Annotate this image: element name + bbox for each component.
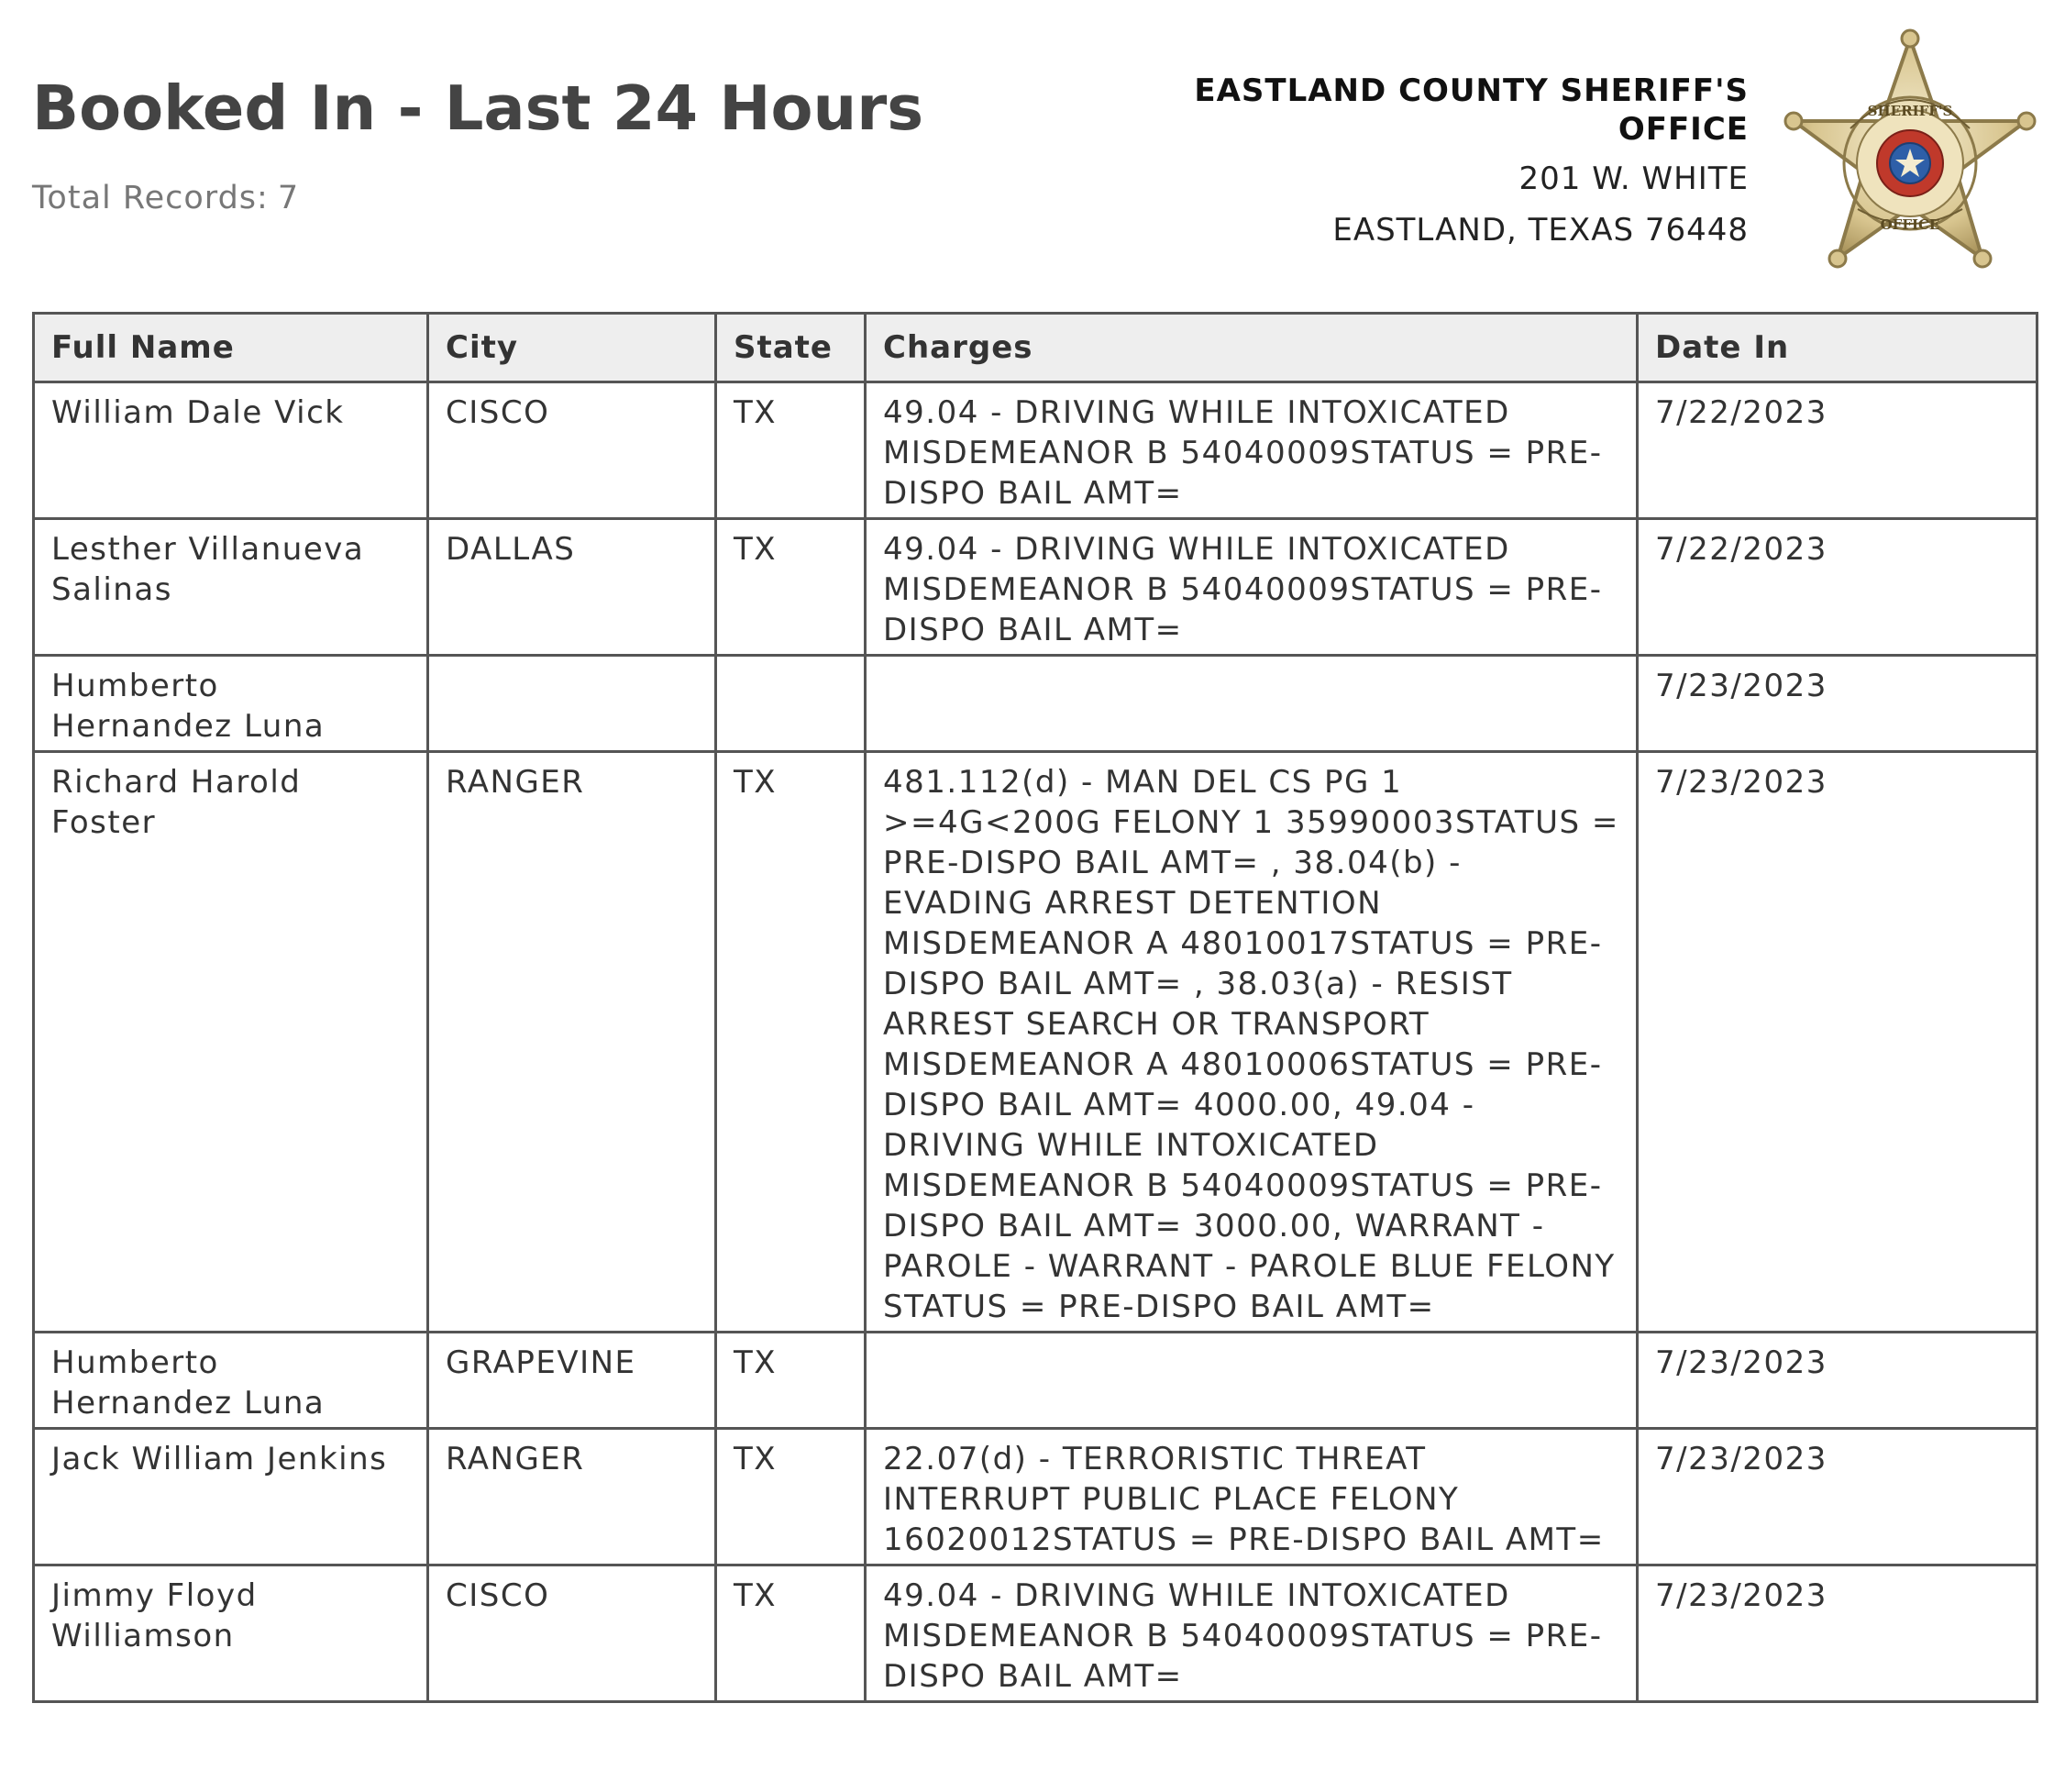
agency-address-line1: 201 W. WHITE [1518,160,1749,197]
agency-address-line2: EASTLAND, TEXAS 76448 [1332,212,1749,249]
table-row [34,752,2037,1333]
cell-charges: 49.04 - DRIVING WHILE INTOXICATED MISDEMEANOR B 54040009STATUS = PRE-DISPO BAIL AMT= [866,382,1638,519]
cell-city: RANGER [428,1429,716,1565]
table-row [34,1429,2037,1565]
column-header-city: City [428,314,716,382]
total-records [32,180,299,216]
cell-charges [866,656,1638,752]
page-title: Booked In - Last 24 Hours [32,72,924,144]
cell-state: TX [716,519,866,656]
cell-state: TX [716,382,866,519]
cell-date-in: 7/23/2023 [1638,656,2037,752]
total-records-count: 7 [277,180,300,216]
booked-in-table [32,312,2038,1703]
cell-state: TX [716,1333,866,1429]
total-records-label: Total Records: [32,180,269,216]
cell-full-name: Lesther Villanueva Salinas [34,519,428,656]
table-row [34,1565,2037,1702]
cell-date-in: 7/23/2023 [1638,1429,2037,1565]
cell-city: RANGER [428,752,716,1333]
cell-full-name: William Dale Vick [34,382,428,519]
cell-date-in: 7/23/2023 [1638,752,2037,1333]
agency-name-line1: EASTLAND COUNTY SHERIFF'S [1194,72,1749,109]
cell-full-name: Humberto Hernandez Luna [34,656,428,752]
cell-charges: 481.112(d) - MAN DEL CS PG 1 >=4G<200G FELONY 1 35990003STATUS = PRE-DISPO BAIL AMT= , 38.04(b) - EVADING ARREST DETENTION MISDEMEANOR A 48010017STATUS = PRE-DISPO BAIL AMT= , 38.03(a) - RESIST ARREST SEARCH OR TRANSPORT MISDEMEANOR A 48010006STATUS = PRE-DISPO BAIL AMT= 4000.00, 49.04 - DRIVING WHILE INTOXICATED MISDEMEANOR B 54040009STATUS = PRE-DISPO BAIL AMT= 3000.00, WARRANT - PAROLE - WARRANT - PAROLE BLUE FELONY STATUS = PRE-DISPO BAIL AMT= [866,752,1638,1333]
cell-date-in: 7/23/2023 [1638,1565,2037,1702]
column-header-state: State [716,314,866,382]
agency-info [1088,72,1749,249]
cell-date-in: 7/22/2023 [1638,519,2037,656]
table-row [34,656,2037,752]
badge-text-bottom: OFFICE [1880,216,1940,233]
cell-city: DALLAS [428,519,716,656]
table-row [34,519,2037,656]
cell-full-name: Jack William Jenkins [34,1429,428,1565]
cell-city [428,656,716,752]
table-row [34,382,2037,519]
agency-name [1088,72,1749,149]
cell-charges: 49.04 - DRIVING WHILE INTOXICATED MISDEMEANOR B 54040009STATUS = PRE-DISPO BAIL AMT= [866,1565,1638,1702]
table-header-row [34,314,2037,382]
cell-city: CISCO [428,1565,716,1702]
cell-full-name: Richard Harold Foster [34,752,428,1333]
cell-state: TX [716,1565,866,1702]
cell-city: CISCO [428,382,716,519]
cell-charges: 22.07(d) - TERRORISTIC THREAT INTERRUPT PUBLIC PLACE FELONY 16020012STATUS = PRE-DISPO BAIL AMT= [866,1429,1638,1565]
cell-date-in: 7/22/2023 [1638,382,2037,519]
column-header-charges: Charges [866,314,1638,382]
column-header-date-in: Date In [1638,314,2037,382]
agency-name-line2: OFFICE [1618,111,1749,148]
cell-charges: 49.04 - DRIVING WHILE INTOXICATED MISDEMEANOR B 54040009STATUS = PRE-DISPO BAIL AMT= [866,519,1638,656]
cell-full-name: Jimmy Floyd Williamson [34,1565,428,1702]
sheriff-badge-icon [1777,26,2043,281]
cell-state: TX [716,1429,866,1565]
cell-date-in: 7/23/2023 [1638,1333,2037,1429]
cell-city: GRAPEVINE [428,1333,716,1429]
cell-charges [866,1333,1638,1429]
cell-state: TX [716,752,866,1333]
column-header-full-name: Full Name [34,314,428,382]
cell-state [716,656,866,752]
cell-full-name: Humberto Hernandez Luna [34,1333,428,1429]
badge-text-top: SHERIFF'S [1867,103,1953,119]
table-row [34,1333,2037,1429]
